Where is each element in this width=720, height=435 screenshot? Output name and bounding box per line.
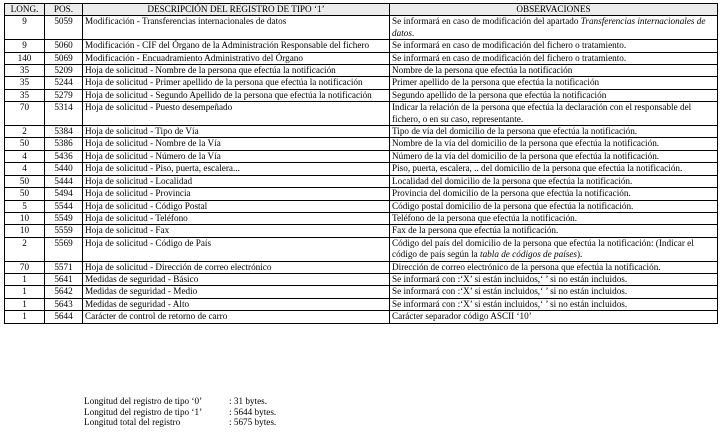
observation-text: Localidad del domicilio de la persona que efectúa la notificación. bbox=[392, 175, 633, 186]
cell-long: 10 bbox=[5, 225, 45, 237]
summary-label: Longitud del registro de tipo ‘1’ bbox=[84, 406, 203, 417]
cell-long: 2 bbox=[5, 126, 45, 138]
cell-description: Carácter de control de retorno de carro bbox=[83, 311, 390, 323]
cell-description: Hoja de solicitud - Número de la Vía bbox=[83, 150, 390, 162]
cell-pos: 5314 bbox=[45, 102, 83, 126]
cell-observations bbox=[390, 286, 718, 298]
table-row bbox=[5, 163, 718, 175]
cell-long: 35 bbox=[5, 89, 45, 101]
cell-description: Medidas de seguridad - Básico bbox=[83, 273, 390, 285]
cell-long: 10 bbox=[5, 212, 45, 224]
cell-description: Hoja de solicitud - Teléfono bbox=[83, 212, 390, 224]
table-row bbox=[5, 188, 718, 200]
table-row bbox=[5, 298, 718, 310]
summary-row bbox=[84, 396, 276, 407]
cell-long: 4 bbox=[5, 163, 45, 175]
observation-text: Se informará en caso de modificación del fichero o tratamiento. bbox=[392, 52, 627, 63]
cell-pos: 5559 bbox=[45, 225, 83, 237]
table-row bbox=[5, 102, 718, 126]
cell-description: Medidas de seguridad - Alto bbox=[83, 298, 390, 310]
observation-text: Se informará con :‘X’ si están incluidos,‘ ’ si no están incluidos. bbox=[392, 273, 628, 284]
cell-observations bbox=[390, 40, 718, 52]
header-observations: OBSERVACIONES bbox=[390, 4, 718, 16]
cell-pos: 5436 bbox=[45, 150, 83, 162]
cell-long: 70 bbox=[5, 102, 45, 126]
cell-description: Medidas de seguridad - Medio bbox=[83, 286, 390, 298]
cell-observations bbox=[390, 298, 718, 310]
cell-observations bbox=[390, 77, 718, 89]
cell-pos: 5544 bbox=[45, 200, 83, 212]
record-layout-table bbox=[4, 3, 718, 324]
cell-description: Hoja de solicitud - Localidad bbox=[83, 175, 390, 187]
cell-observations bbox=[390, 163, 718, 175]
observation-text: Dirección de correo electrónico de la persona que efectúa la notificación. bbox=[392, 261, 661, 272]
cell-description: Hoja de solicitud - Tipo de Vía bbox=[83, 126, 390, 138]
header-pos: POS. bbox=[45, 4, 83, 16]
observation-emphasis: tabla de códigos de países bbox=[480, 249, 577, 260]
cell-description: Modificación - Transferencias internacionales de datos bbox=[83, 16, 390, 40]
table-header-row bbox=[5, 4, 718, 16]
cell-observations bbox=[390, 126, 718, 138]
table-row bbox=[5, 200, 718, 212]
cell-description: Hoja de solicitud - Piso, puerta, escalera... bbox=[83, 163, 390, 175]
observation-text: Nombre de la vía del domicilio de la persona que efectúa la notificación. bbox=[392, 138, 660, 149]
cell-observations bbox=[390, 273, 718, 285]
cell-observations bbox=[390, 261, 718, 273]
header-long: LONG. bbox=[5, 4, 45, 16]
table-row bbox=[5, 311, 718, 323]
cell-long: 140 bbox=[5, 52, 45, 64]
table-row bbox=[5, 175, 718, 187]
summary-value: : 5675 bytes. bbox=[229, 417, 277, 428]
table-row bbox=[5, 65, 718, 77]
summary-row bbox=[84, 407, 276, 418]
cell-description: Hoja de solicitud - Provincia bbox=[83, 188, 390, 200]
cell-pos: 5444 bbox=[45, 175, 83, 187]
observation-text: Segundo apellido de la persona que efectúa la notificación bbox=[392, 89, 607, 100]
cell-observations bbox=[390, 102, 718, 126]
cell-observations bbox=[390, 52, 718, 64]
cell-long: 1 bbox=[5, 286, 45, 298]
cell-pos: 5494 bbox=[45, 188, 83, 200]
observation-text: Fax de la persona que efectúa la notificación. bbox=[392, 225, 559, 236]
table-row bbox=[5, 77, 718, 89]
cell-description: Hoja de solicitud - Segundo Apellido de la persona que efectúa la notificación bbox=[83, 89, 390, 101]
cell-observations bbox=[390, 225, 718, 237]
table-row bbox=[5, 52, 718, 64]
table-row bbox=[5, 89, 718, 101]
cell-pos: 5642 bbox=[45, 286, 83, 298]
cell-long: 1 bbox=[5, 298, 45, 310]
cell-observations bbox=[390, 89, 718, 101]
table-row bbox=[5, 225, 718, 237]
cell-observations bbox=[390, 212, 718, 224]
cell-pos: 5644 bbox=[45, 311, 83, 323]
cell-pos: 5386 bbox=[45, 138, 83, 150]
cell-pos: 5279 bbox=[45, 89, 83, 101]
cell-observations bbox=[390, 16, 718, 40]
observation-text: Provincia del domicilio de la persona que efectúa la notificación. bbox=[392, 188, 631, 199]
cell-pos: 5060 bbox=[45, 40, 83, 52]
observation-text: Piso, puerta, escalera, .. del domicilio de la persona que efectúa la notificación. bbox=[392, 163, 683, 174]
cell-observations bbox=[390, 138, 718, 150]
observation-text: Número de la vía del domicilio de la persona que efectúa la notificación. bbox=[392, 150, 660, 161]
cell-pos: 5569 bbox=[45, 237, 83, 261]
table-row bbox=[5, 261, 718, 273]
cell-description: Hoja de solicitud - Nombre de la Vía bbox=[83, 138, 390, 150]
cell-long: 5 bbox=[5, 200, 45, 212]
cell-description: Hoja de solicitud - Dirección de correo electrónico bbox=[83, 261, 390, 273]
cell-description: Hoja de solicitud - Primer apellido de la persona que efectúa la notificación bbox=[83, 77, 390, 89]
cell-long: 9 bbox=[5, 16, 45, 40]
cell-long: 35 bbox=[5, 65, 45, 77]
cell-long: 50 bbox=[5, 188, 45, 200]
cell-pos: 5069 bbox=[45, 52, 83, 64]
cell-description: Hoja de solicitud - Puesto desempeñado bbox=[83, 102, 390, 126]
summary-row bbox=[84, 417, 276, 428]
cell-observations bbox=[390, 200, 718, 212]
observation-text: Se informará con :‘X’ si están incluidos,‘ ’ si no están incluidos. bbox=[392, 298, 628, 309]
table-row bbox=[5, 126, 718, 138]
table-row bbox=[5, 286, 718, 298]
cell-description: Modificación - Encuadramiento Administrativo del Órgano bbox=[83, 52, 390, 64]
cell-long: 1 bbox=[5, 273, 45, 285]
cell-long: 70 bbox=[5, 261, 45, 273]
table-row bbox=[5, 273, 718, 285]
table-row bbox=[5, 237, 718, 261]
cell-long: 50 bbox=[5, 138, 45, 150]
observation-text: Indicar la relación de la persona que efectúa la declaración con el responsable del fichero, o en su caso, representante. bbox=[392, 102, 692, 124]
observation-text: . bbox=[411, 27, 415, 38]
cell-observations bbox=[390, 188, 718, 200]
observation-emphasis: Transferencias internacionales de datos bbox=[392, 16, 706, 38]
table-row bbox=[5, 212, 718, 224]
cell-pos: 5059 bbox=[45, 16, 83, 40]
observation-text: Nombre de la persona que efectúa la notificación bbox=[392, 65, 573, 76]
cell-observations bbox=[390, 175, 718, 187]
cell-pos: 5571 bbox=[45, 261, 83, 273]
cell-pos: 5244 bbox=[45, 77, 83, 89]
observation-text: Se informará en caso de modificación del apartado bbox=[392, 16, 581, 27]
cell-pos: 5384 bbox=[45, 126, 83, 138]
cell-observations bbox=[390, 65, 718, 77]
summary-value: : 31 bytes. bbox=[229, 396, 268, 406]
table-row bbox=[5, 40, 718, 52]
cell-pos: 5549 bbox=[45, 212, 83, 224]
cell-pos: 5440 bbox=[45, 163, 83, 175]
cell-description: Modificación - CIF del Órgano de la Administración Responsable del fichero bbox=[83, 40, 390, 52]
summary-label: Longitud del registro de tipo ‘0’ bbox=[84, 396, 203, 406]
cell-pos: 5641 bbox=[45, 273, 83, 285]
table-row bbox=[5, 16, 718, 40]
observation-text: Carácter separador código ASCII ‘10’ bbox=[392, 311, 532, 322]
cell-description: Hoja de solicitud - Código de País bbox=[83, 237, 390, 261]
observation-text: Teléfono de la persona que efectúa la notificación. bbox=[392, 212, 578, 223]
cell-observations bbox=[390, 150, 718, 162]
cell-observations bbox=[390, 237, 718, 261]
cell-long: 2 bbox=[5, 237, 45, 261]
observation-text: Tipo de vía del domicilio de la persona que efectúa la notificación. bbox=[392, 126, 638, 137]
cell-description: Hoja de solicitud - Nombre de la persona que efectúa la notificación bbox=[83, 65, 390, 77]
observation-text: Código del país del domicilio de la persona que efectúa la notificación: (Indicar el código de país según la bbox=[392, 237, 694, 260]
table-row bbox=[5, 150, 718, 162]
record-length-summary bbox=[84, 396, 276, 428]
cell-description: Hoja de solicitud - Código Postal bbox=[83, 200, 390, 212]
observation-text: Se informará en caso de modificación del fichero o tratamiento. bbox=[392, 40, 627, 51]
summary-label: Longitud total del registro bbox=[84, 417, 181, 428]
summary-value: : 5644 bytes. bbox=[229, 406, 277, 417]
cell-long: 50 bbox=[5, 175, 45, 187]
cell-description: Hoja de solicitud - Fax bbox=[83, 225, 390, 237]
cell-pos: 5643 bbox=[45, 298, 83, 310]
observation-text: Se informará con :‘X’ si están incluidos,‘ ’ si no están incluidos. bbox=[392, 286, 628, 297]
observation-text: Código postal domicilio de la persona que efectúa la notificación. bbox=[392, 200, 634, 211]
observation-text: ). bbox=[577, 249, 583, 260]
table-row bbox=[5, 138, 718, 150]
cell-long: 1 bbox=[5, 311, 45, 323]
cell-long: 35 bbox=[5, 77, 45, 89]
cell-observations bbox=[390, 311, 718, 323]
cell-long: 9 bbox=[5, 40, 45, 52]
observation-text: Primer apellido de la persona que efectúa la notificación bbox=[392, 77, 600, 88]
header-description: DESCRIPCIÓN DEL REGISTRO DE TIPO ‘1’ bbox=[83, 4, 390, 16]
cell-long: 4 bbox=[5, 150, 45, 162]
cell-pos: 5209 bbox=[45, 65, 83, 77]
